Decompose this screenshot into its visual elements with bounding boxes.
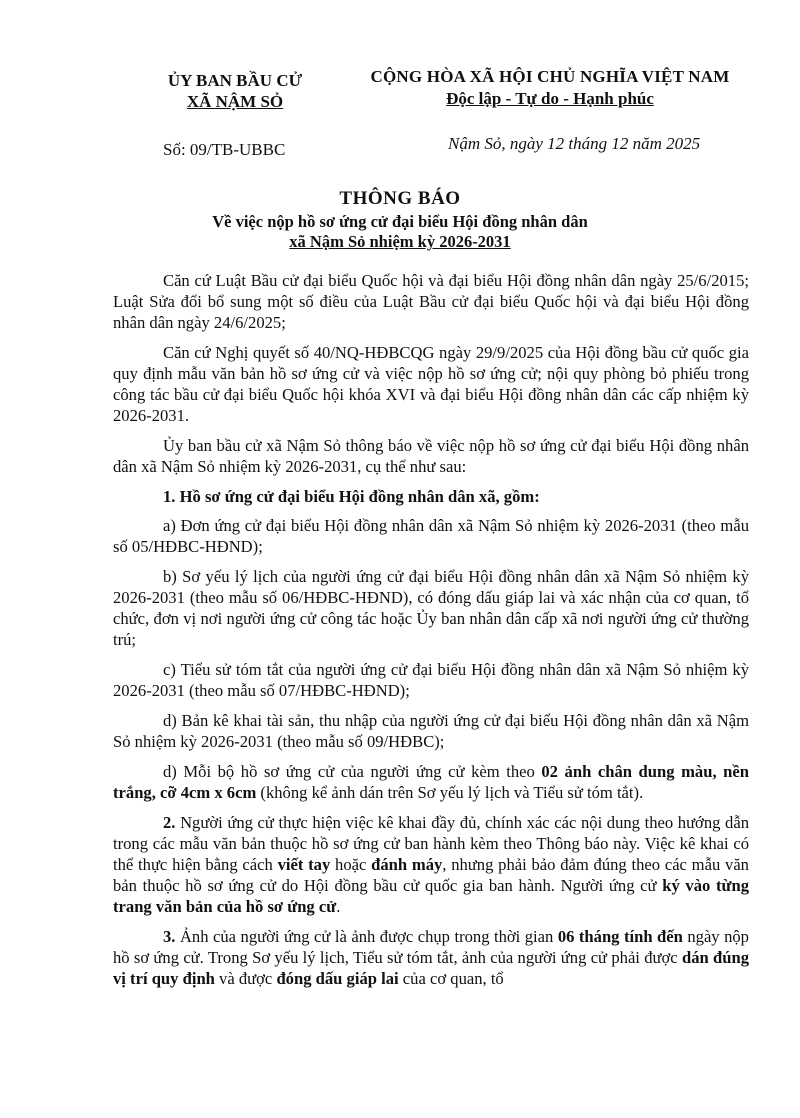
- section-3: [113, 926, 749, 989]
- document-number: Số: 09/TB-UBBC: [163, 140, 286, 159]
- national-title: CỘNG HÒA XÃ HỘI CHỦ NGHĨA VIỆT NAM: [370, 67, 730, 86]
- authority-line-2: XÃ NẬM SỎ: [186, 92, 284, 111]
- section-3-text-a: Ảnh của người ứng cử là ảnh được chụp trong thời gian: [175, 927, 558, 946]
- section-3-bold-3: đóng dấu giáp lai: [276, 969, 399, 988]
- place-date: Nậm Sỏ, ngày 12 tháng 12 năm 2025: [448, 134, 701, 153]
- item-d2-bold: 02 ảnh chân dung màu, nền trắng, cỡ 4cm x 6cm: [113, 762, 750, 802]
- item-b: b) Sơ yếu lý lịch của người ứng cử đại biểu Hội đồng nhân dân xã Nậm Sỏ nhiệm kỳ 2026-2031 (theo mẫu số 06/HĐBC-HĐND), có đóng dấu giáp lai và xác nhận của cơ quan, tổ chức, đơn vị nơi người ứng cử công tác hoặc Ủy ban nhân dân cấp xã nơi người ứng cử thường trú;: [113, 567, 749, 649]
- subject-underlined: xã Nậm Sỏ nhiệm kỳ 2026-2031: [289, 232, 511, 251]
- item-d1: d) Bản kê khai tài sản, thu nhập của người ứng cử đại biểu Hội đồng nhân dân xã Nậm Sỏ nhiệm kỳ 2026-2031 (theo mẫu số 09/HĐBC);: [113, 711, 749, 751]
- document-body: [113, 270, 749, 998]
- section-2: [113, 812, 749, 917]
- section-2-number: 2.: [163, 813, 176, 832]
- motto-line: Độc lập - Tự do - Hạnh phúc: [446, 89, 654, 108]
- issuing-authority: [140, 70, 330, 112]
- section-3-number: 3.: [163, 927, 176, 946]
- item-d2-end: (không kể ảnh dán trên Sơ yếu lý lịch và Tiểu sử tóm tắt).: [256, 783, 644, 802]
- section-2-bold-3: ký vào từng trang văn bản của hồ sơ ứng cử: [113, 876, 749, 916]
- legal-basis-2: Căn cứ Nghị quyết số 40/NQ-HĐBCQG ngày 29/9/2025 của Hội đồng bầu cử quốc gia quy định mẫu văn bản hồ sơ ứng cử và việc nộp hồ sơ ứng cử; nội quy phòng bỏ phiếu trong công tác bầu cử đại biểu Quốc hội khóa XVI và đại biểu Hội đồng nhân dân các cấp nhiệm kỳ 2026-2031.: [113, 343, 749, 425]
- document-subject-line-2: [0, 232, 800, 252]
- section-3-text-c: và được: [214, 969, 277, 988]
- section-2-bold-1: viết tay: [277, 855, 331, 874]
- intro-paragraph: Ủy ban bầu cử xã Nậm Sỏ thông báo về việc nộp hồ sơ ứng cử đại biểu Hội đồng nhân dân xã Nậm Sỏ nhiệm kỳ 2026-2031, cụ thể như sau:: [113, 436, 749, 476]
- section-1-heading: 1. Hồ sơ ứng cử đại biểu Hội đồng nhân dân xã, gồm:: [163, 487, 540, 506]
- section-3-bold-1: 06 tháng tính đến: [557, 927, 683, 946]
- legal-basis-1: Căn cứ Luật Bầu cử đại biểu Quốc hội và đại biểu Hội đồng nhân dân ngày 25/6/2015; Luật Sửa đổi bổ sung một số điều của Luật Bầu cử đại biểu Quốc hội và đại biểu Hội đồng nhân dân ngày 24/6/2025;: [113, 271, 749, 332]
- section-3-text-b: ngày nộp hồ sơ ứng cử. Trong Sơ yếu lý lịch, Tiểu sử tóm tắt, ảnh của người ứng cử phải được: [113, 927, 749, 967]
- item-d2-text: d) Mỗi bộ hồ sơ ứng cử của người ứng cử kèm theo: [163, 762, 542, 781]
- item-d2: [113, 761, 749, 803]
- section-2-text-c: , nhưng phải bảo đảm đúng theo các mẫu văn bản thuộc hồ sơ ứng cử do Hội đồng bầu cử quốc gia ban hành. Người ứng cử: [113, 855, 749, 895]
- section-2-text-d: .: [336, 897, 341, 916]
- authority-line-1: ỦY BAN BẦU CỬ: [167, 71, 303, 90]
- document-subject-line-1: Về việc nộp hồ sơ ứng cử đại biểu Hội đồng nhân dân: [212, 212, 588, 231]
- section-3-text-d: của cơ quan, tổ: [398, 969, 504, 988]
- document-title: THÔNG BÁO: [339, 188, 461, 209]
- item-a: a) Đơn ứng cử đại biểu Hội đồng nhân dân xã Nậm Sỏ nhiệm kỳ 2026-2031 (theo mẫu số 05/HĐBC-HĐND);: [113, 516, 749, 556]
- national-motto: [350, 66, 750, 110]
- section-2-text-b: hoặc: [330, 855, 372, 874]
- item-c: c) Tiểu sử tóm tắt của người ứng cử đại biểu Hội đồng nhân dân xã Nậm Sỏ nhiệm kỳ 2026-2031 (theo mẫu số 07/HĐBC-HĐND);: [113, 660, 749, 700]
- section-3-bold-2: dán đúng vị trí quy định: [113, 948, 750, 988]
- section-2-bold-2: đánh máy: [371, 855, 443, 874]
- section-2-text-a: Người ứng cử thực hiện việc kê khai đầy đủ, chính xác các nội dung theo hướng dẫn trong các mẫu văn bản thuộc hồ sơ ứng cử ban hành kèm theo Thông báo này. Việc kê khai có thể thực hiện bằng cách: [113, 813, 749, 874]
